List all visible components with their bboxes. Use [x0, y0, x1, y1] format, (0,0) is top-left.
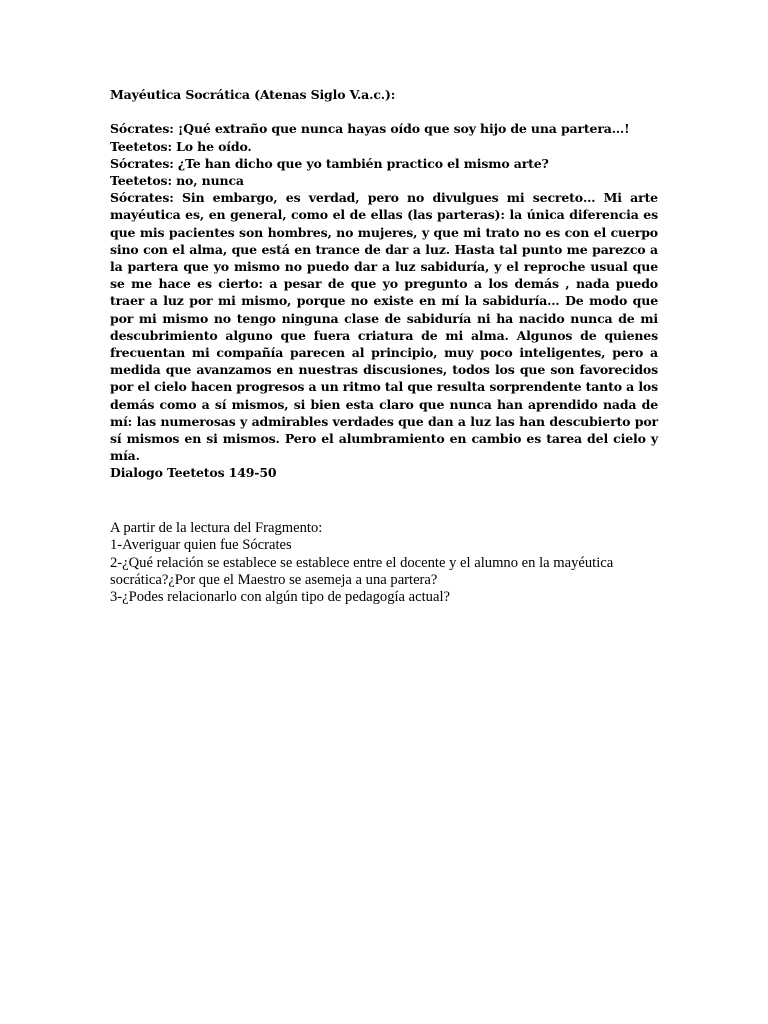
fragment-text	[110, 86, 658, 482]
question-1: 1-Averiguar quien fue Sócrates	[110, 537, 292, 554]
source-citation: Dialogo Teetetos 149-50	[110, 465, 277, 481]
dialogue-line-socrates-1: Sócrates: ¡Qué extraño que nunca hayas oído que soy hijo de una partera…!	[110, 121, 630, 137]
document-title: Mayéutica Socrática (Atenas Siglo V.a.c.):	[110, 87, 396, 102]
questions-intro: A partir de la lectura del Fragmento:	[110, 520, 323, 536]
questions-section	[110, 520, 658, 606]
dialogue-line-teetetos-2: Teetetos: no, nunca	[110, 173, 244, 188]
question-3: 3-¿Podes relacionarlo con algún tipo de pedagogía actual?	[110, 589, 450, 606]
socrates-speech-paragraph: Sócrates: Sin embargo, es verdad, pero no divulgues mi secreto… Mi arte mayéutica es, en general, como el de ellas (las parteras): la única diferencia es que mis pacientes son hombres, no mujeres, y que mi trato no es con el cuerpo sino con el alma, que está en trance de dar a luz. Hasta tal punto me parezco a la partera que yo mismo no puedo dar a luz sabiduría, y el reproche usual que se me hace es cierto: a pesar de que yo pregunto a los demás , nada puedo traer a luz por mi mismo, porque no existe en mí la sabiduría… De modo que por mi mismo no tengo ninguna clase de sabiduría ni ha nacido nunca de mi descubrimiento alguno que fuera criatura de mi alma. Algunos de quienes frecuentan mi compañía parecen al principio, muy poco inteligentes, pero a medida que avanzamos en nuestras discusiones, todos los que son favorecidos por el cielo hacen progresos a un ritmo tal que resulta sorprendente tanto a los demás como a sí mismos, si bien esta claro que nunca han aprendido nada de mí: las numerosas y admirables verdades que dan a luz las han descubierto por sí mismos en si mismos. Pero el alumbramiento en cambio es tarea del cielo y mía.	[110, 190, 658, 464]
question-2: 2-¿Qué relación se establece se establece entre el docente y el alumno en la mayéutica socrática?¿Por que el Maestro se asemeja a una partera?	[110, 554, 614, 588]
dialogue-line-teetetos-1: Teetetos: Lo he oído.	[110, 138, 252, 154]
dialogue-line-socrates-2: Sócrates: ¿Te han dicho que yo también practico el mismo arte?	[110, 155, 549, 171]
